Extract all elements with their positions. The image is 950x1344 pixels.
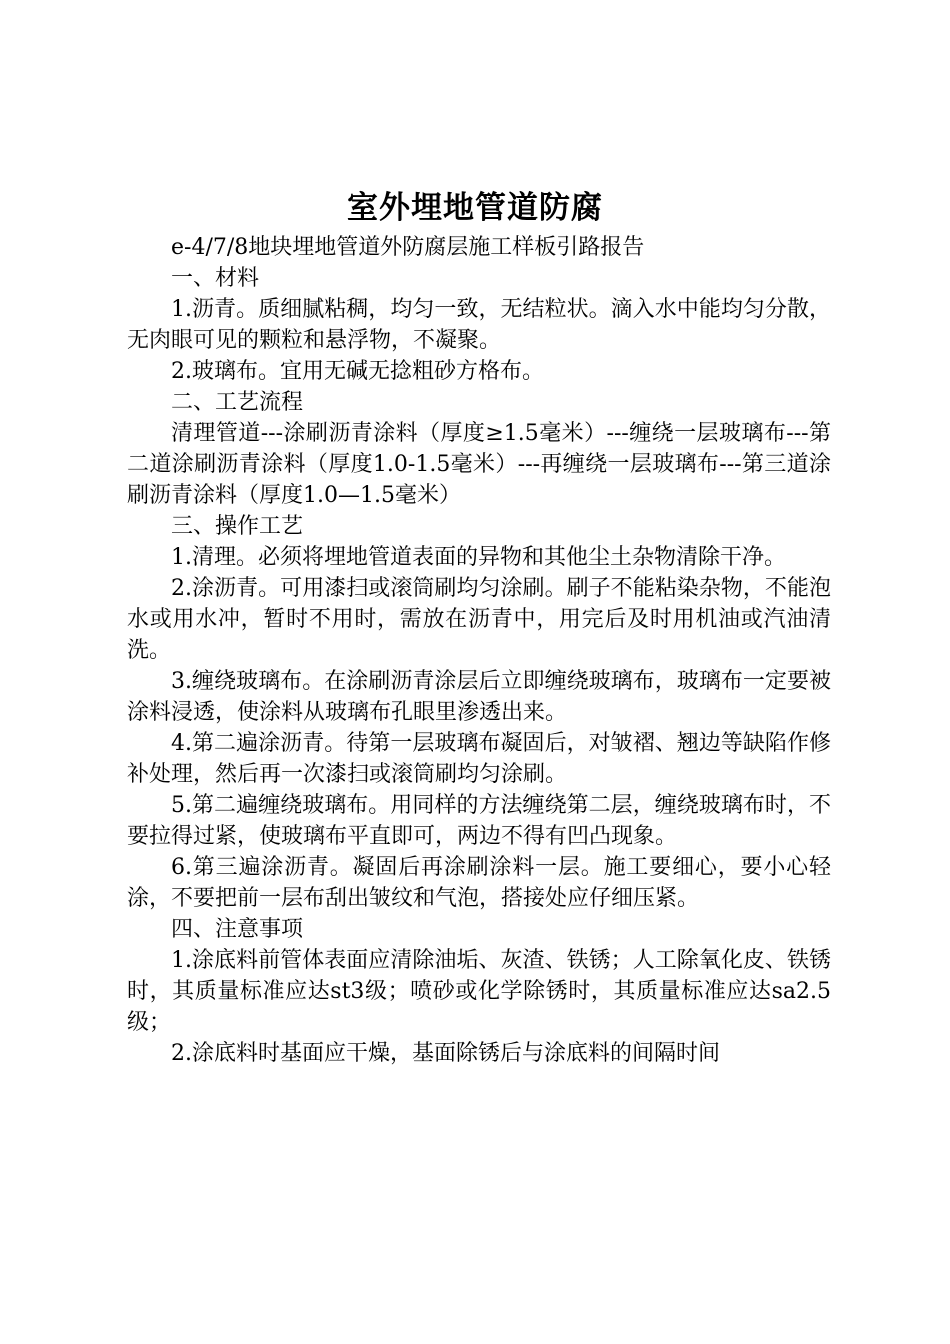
section-heading-notes: 四、注意事项: [171, 917, 304, 942]
paragraph-step-second-wrap: 5.第二遍缠绕玻璃布。用同样的方法缠绕第二层，缠绕玻璃布时，不要拉得过紧，使玻璃布平直即可，两边不得有凹凸现象。: [127, 793, 831, 849]
paragraph-asphalt: 1.沥青。质细腻粘稠，均匀一致，无结粒状。滴入水中能均匀分散，无肉眼可见的颗粒和悬浮物，不凝聚。: [127, 297, 831, 353]
paragraph-process-flow: 清理管道---涂刷沥青涂料（厚度≥1.5毫米）---缠绕一层玻璃布---第二道涂刷沥青涂料（厚度1.0-1.5毫米）---再缠绕一层玻璃布---第三道涂刷沥青涂料（厚度1.0—1.5毫米）: [127, 421, 831, 508]
paragraph-step-clean: 1.清理。必须将埋地管道表面的异物和其他尘土杂物清除干净。: [171, 545, 786, 570]
document-title: 室外埋地管道防腐: [347, 190, 603, 226]
section-heading-process: 二、工艺流程: [171, 390, 304, 415]
paragraph-note-1: 1.涂底料前管体表面应清除油垢、灰渣、铁锈；人工除氧化皮、铁锈时，其质量标准应达st3级；喷砂或化学除锈时，其质量标准应达sa2.5级；: [127, 948, 831, 1035]
paragraph-step-coat: 2.涂沥青。可用漆扫或滚筒刷均匀涂刷。刷子不能粘染杂物，不能泡水或用水冲，暂时不用时，需放在沥青中，用完后及时用机油或汽油清洗。: [127, 576, 831, 663]
paragraph-step-wrap: 3.缠绕玻璃布。在涂刷沥青涂层后立即缠绕玻璃布，玻璃布一定要被涂料浸透，使涂料从玻璃布孔眼里渗透出来。: [127, 669, 831, 725]
paragraph-glass-cloth: 2.玻璃布。宜用无碱无捻粗砂方格布。: [171, 359, 544, 384]
paragraph-note-2: 2.涂底料时基面应干燥，基面除锈后与涂底料的间隔时间: [171, 1041, 720, 1066]
document-body: [127, 232, 831, 1069]
paragraph-step-third-coat: 6.第三遍涂沥青。凝固后再涂刷涂料一层。施工要细心，要小心轻涂，不要把前一层布刮出皱纹和气泡，搭接处应仔细压紧。: [127, 855, 831, 911]
section-heading-materials: 一、材料: [171, 266, 260, 291]
section-heading-operation: 三、操作工艺: [171, 514, 304, 539]
report-subtitle: e-4/7/8地块埋地管道外防腐层施工样板引路报告: [171, 235, 645, 260]
paragraph-step-second-coat: 4.第二遍涂沥青。待第一层玻璃布凝固后，对皱褶、翘边等缺陷作修补处理，然后再一次漆扫或滚筒刷均匀涂刷。: [127, 731, 831, 787]
